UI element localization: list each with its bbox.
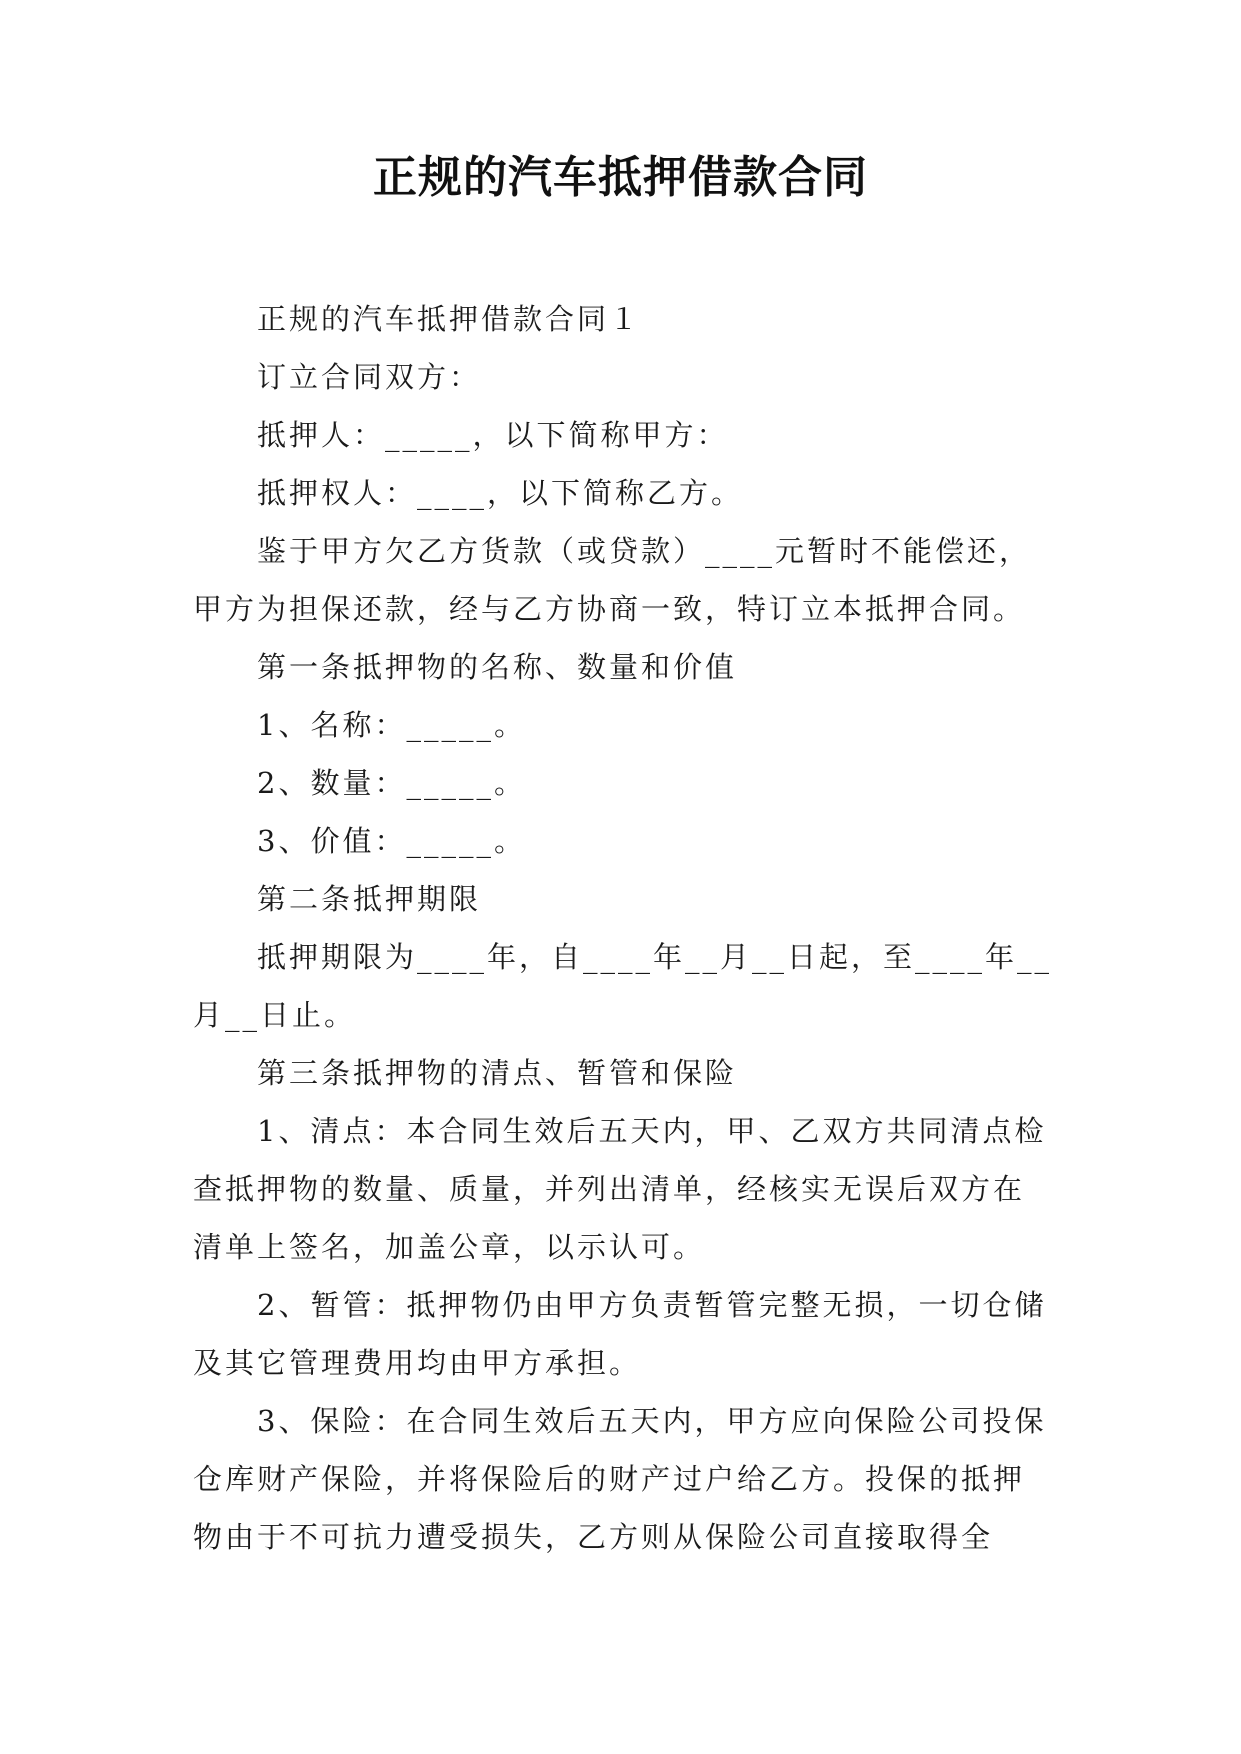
article-3-item-custody: 2、暂管：抵押物仍由甲方负责暂管完整无损，一切仓储及其它管理费用均由甲方承担。 bbox=[193, 1288, 1047, 1380]
article-3-item-inventory: 1、清点：本合同生效后五天内，甲、乙双方共同清点检查抵押物的数量、质量，并列出清单，经核实无误后双方在清单上签名，加盖公章，以示认可。 bbox=[193, 1114, 1047, 1264]
paragraph-mortgagee: 抵押权人：____，以下简称乙方。 bbox=[257, 476, 744, 510]
article-1-item-name: 1、名称：_____。 bbox=[257, 708, 526, 742]
article-3-heading: 第三条抵押物的清点、暂管和保险 bbox=[257, 1056, 738, 1090]
article-2-term: 抵押期限为____年，自____年__月__日起，至____年__月__日止。 bbox=[193, 940, 1053, 1032]
article-3-item-insurance: 3、保险：在合同生效后五天内，甲方应向保险公司投保仓库财产保险，并将保险后的财产过户给乙方。投保的抵押物由于不可抗力遭受损失，乙方则从保险公司直接取得全 bbox=[193, 1404, 1047, 1554]
paragraph-contract-heading: 正规的汽车抵押借款合同１ bbox=[257, 302, 642, 336]
article-1-heading: 第一条抵押物的名称、数量和价值 bbox=[257, 650, 738, 684]
document-title: 正规的汽车抵押借款合同 bbox=[373, 152, 868, 203]
paragraph-preamble: 鉴于甲方欠乙方货款（或贷款）____元暂时不能偿还，甲方为担保还款，经与乙方协商一致，特订立本抵押合同。 bbox=[193, 534, 1032, 626]
document-body bbox=[193, 290, 1053, 1566]
article-1-item-quantity: 2、数量：_____。 bbox=[257, 766, 526, 800]
article-2-heading: 第二条抵押期限 bbox=[257, 882, 482, 916]
article-1-item-value: 3、价值：_____。 bbox=[257, 824, 526, 858]
paragraph-mortgagor: 抵押人：_____，以下简称甲方： bbox=[257, 418, 729, 452]
paragraph-parties: 订立合同双方： bbox=[257, 360, 482, 394]
